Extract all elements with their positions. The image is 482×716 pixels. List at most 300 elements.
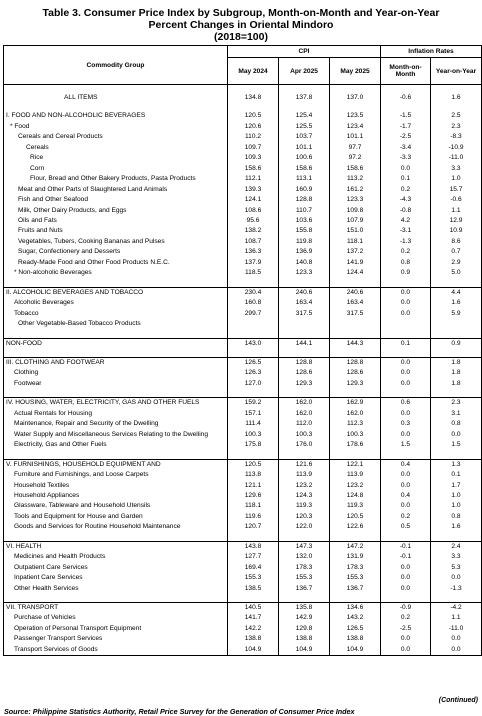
apr-2025-value: 113.1: [279, 174, 330, 184]
year-on-year-value: 0.0: [431, 430, 482, 440]
may-2024-value: 120.6: [228, 122, 279, 132]
month-on-month-value: 0.0: [381, 287, 431, 298]
may-2025-value: 123.4: [330, 122, 381, 132]
continued-note: (Continued): [438, 697, 478, 704]
source-note: Source: Philippine Statistics Authority, Retail Price Survey for the Generation of Consumer Price Index: [4, 707, 355, 716]
may-2024-value: 175.8: [228, 440, 279, 450]
table-row: [4, 132, 482, 142]
commodity-name: Cereals and Cereal Products: [4, 132, 228, 142]
may-2024-value: 160.8: [228, 298, 279, 308]
table-row: [4, 368, 482, 378]
may-2025-value: 128.6: [330, 368, 381, 378]
month-on-month-value: 0.6: [381, 398, 431, 409]
year-on-year-value: 2.3: [431, 122, 482, 132]
year-on-year-value: 1.8: [431, 379, 482, 389]
apr-2025-value: 135.8: [279, 603, 330, 614]
may-2025-value: 161.2: [330, 185, 381, 195]
may-2024-value: 127.7: [228, 552, 279, 562]
may-2024-value: 155.3: [228, 573, 279, 583]
may-2025-value: 123.2: [330, 481, 381, 491]
month-on-month-value: 0.0: [381, 645, 431, 656]
table-row: [4, 206, 482, 216]
spacer-cell: [330, 85, 381, 94]
month-on-month-value: 0.5: [381, 522, 431, 532]
table-row: [4, 512, 482, 522]
apr-2025-value: 155.3: [279, 573, 330, 583]
apr-2025-value: 113.9: [279, 470, 330, 480]
month-on-month-value: 0.0: [381, 357, 431, 368]
commodity-name: Passenger Transport Services: [4, 634, 228, 644]
apr-2025-value: 317.5: [279, 309, 330, 319]
table-row: [4, 563, 482, 573]
may-2024-value: 137.9: [228, 258, 279, 268]
commodity-name: Actual Rentals for Housing: [4, 409, 228, 419]
apr-2025-value: 128.8: [279, 357, 330, 368]
apr-2025-value: 155.8: [279, 226, 330, 236]
spacer-row: [4, 85, 482, 94]
apr-2025-value: 121.6: [279, 459, 330, 470]
apr-2025-value: 144.1: [279, 338, 330, 349]
year-on-year-value: 5.3: [431, 563, 482, 573]
apr-2025-value: 163.4: [279, 298, 330, 308]
month-on-month-value: -4.3: [381, 195, 431, 205]
commodity-name: VI. HEALTH: [4, 541, 228, 552]
year-on-year-value: 0.7: [431, 247, 482, 257]
spacer-row: [4, 594, 482, 603]
apr-2025-value: 103.7: [279, 132, 330, 142]
spacer-cell: [228, 279, 279, 288]
month-on-month-value: 0.2: [381, 613, 431, 623]
spacer-cell: [228, 594, 279, 603]
spacer-cell: [228, 330, 279, 339]
may-2025-value: 100.3: [330, 430, 381, 440]
year-on-year-value: 0.9: [431, 338, 482, 349]
spacer-cell: [330, 451, 381, 460]
may-2025-value: 158.6: [330, 164, 381, 174]
commodity-name: Glassware, Tableware and Household Utensils: [4, 501, 228, 511]
may-2025-value: 131.9: [330, 552, 381, 562]
apr-2025-value: 123.3: [279, 268, 330, 278]
month-on-month-value: 0.4: [381, 491, 431, 501]
may-2024-value: 108.7: [228, 237, 279, 247]
month-on-month-value: -3.4: [381, 143, 431, 153]
may-2025-value: 124.8: [330, 491, 381, 501]
may-2025-value: 136.7: [330, 584, 381, 594]
spacer-cell: [4, 330, 228, 339]
commodity-name: III. CLOTHING AND FOOTWEAR: [4, 357, 228, 368]
may-2025-value: 119.3: [330, 501, 381, 511]
commodity-name: NON-FOOD: [4, 338, 228, 349]
header-month-on-month: Month-on-Month: [381, 58, 431, 85]
commodity-name: Corn: [4, 164, 228, 174]
apr-2025-value: 122.0: [279, 522, 330, 532]
year-on-year-value: 0.1: [431, 470, 482, 480]
apr-2025-value: 101.1: [279, 143, 330, 153]
spacer-row: [4, 330, 482, 339]
may-2024-value: 140.5: [228, 603, 279, 614]
may-2024-value: 109.7: [228, 143, 279, 153]
commodity-name: Medicines and Health Products: [4, 552, 228, 562]
may-2024-value: 169.4: [228, 563, 279, 573]
apr-2025-value: [279, 319, 330, 329]
year-on-year-value: -4.2: [431, 603, 482, 614]
may-2025-value: 162.0: [330, 409, 381, 419]
month-on-month-value: 0.0: [381, 298, 431, 308]
month-on-month-value: 0.4: [381, 459, 431, 470]
month-on-month-value: 0.1: [381, 174, 431, 184]
month-on-month-value: -1.7: [381, 122, 431, 132]
may-2024-value: 159.2: [228, 398, 279, 409]
year-on-year-value: 1.6: [431, 522, 482, 532]
year-on-year-value: 1.3: [431, 459, 482, 470]
table-row: [4, 164, 482, 174]
table-row: [4, 268, 482, 278]
apr-2025-value: 104.9: [279, 645, 330, 656]
commodity-name: Rice: [4, 153, 228, 163]
apr-2025-value: 136.9: [279, 247, 330, 257]
may-2024-value: 142.2: [228, 624, 279, 634]
apr-2025-value: 110.7: [279, 206, 330, 216]
table-row: [4, 584, 482, 594]
may-2024-value: 112.1: [228, 174, 279, 184]
table-row: [4, 122, 482, 132]
table-row: [4, 645, 482, 656]
month-on-month-value: -3.3: [381, 153, 431, 163]
year-on-year-value: 8.6: [431, 237, 482, 247]
year-on-year-value: 1.1: [431, 613, 482, 623]
commodity-name: Operation of Personal Transport Equipment: [4, 624, 228, 634]
may-2025-value: 240.6: [330, 287, 381, 298]
commodity-name: Furniture and Furnishings, and Loose Carpets: [4, 470, 228, 480]
may-2025-value: 317.5: [330, 309, 381, 319]
may-2025-value: 163.4: [330, 298, 381, 308]
commodity-name: Maintenance, Repair and Security of the Dwelling: [4, 419, 228, 429]
year-on-year-value: -11.0: [431, 624, 482, 634]
apr-2025-value: 120.3: [279, 512, 330, 522]
apr-2025-value: 129.8: [279, 624, 330, 634]
may-2025-value: 144.3: [330, 338, 381, 349]
spacer-cell: [431, 103, 482, 111]
month-on-month-value: 0.0: [381, 470, 431, 480]
may-2024-value: 127.0: [228, 379, 279, 389]
table-row: [4, 440, 482, 450]
apr-2025-value: 240.6: [279, 287, 330, 298]
year-on-year-value: -8.3: [431, 132, 482, 142]
may-2024-value: 118.1: [228, 501, 279, 511]
spacer-row: [4, 451, 482, 460]
month-on-month-value: 0.9: [381, 268, 431, 278]
commodity-name: Goods and Services for Routine Household Maintenance: [4, 522, 228, 532]
month-on-month-value: -1.3: [381, 237, 431, 247]
year-on-year-value: 4.4: [431, 287, 482, 298]
month-on-month-value: 0.0: [381, 563, 431, 573]
commodity-name: Milk, Other Dairy Products, and Eggs: [4, 206, 228, 216]
year-on-year-value: 5.9: [431, 309, 482, 319]
table-row: [4, 481, 482, 491]
month-on-month-value: 0.8: [381, 258, 431, 268]
month-on-month-value: -0.8: [381, 206, 431, 216]
spacer-cell: [381, 85, 431, 94]
month-on-month-value: 0.0: [381, 573, 431, 583]
commodity-name: Inpatient Care Services: [4, 573, 228, 583]
year-on-year-value: 1.0: [431, 501, 482, 511]
table-row: [4, 216, 482, 226]
spacer-cell: [4, 533, 228, 542]
may-2025-value: 137.2: [330, 247, 381, 257]
header-commodity-group: Commodity Group: [4, 46, 228, 85]
spacer-cell: [431, 594, 482, 603]
apr-2025-value: 128.6: [279, 368, 330, 378]
may-2024-value: 120.5: [228, 459, 279, 470]
month-on-month-value: 4.2: [381, 216, 431, 226]
apr-2025-value: 136.7: [279, 584, 330, 594]
table-body: [4, 85, 482, 656]
apr-2025-value: 100.3: [279, 430, 330, 440]
spacer-cell: [4, 279, 228, 288]
spacer-cell: [279, 389, 330, 398]
month-on-month-value: -0.9: [381, 603, 431, 614]
commodity-name: Alcoholic Beverages: [4, 298, 228, 308]
spacer-cell: [279, 451, 330, 460]
spacer-cell: [381, 349, 431, 358]
spacer-cell: [279, 330, 330, 339]
table-row: [4, 287, 482, 298]
table-row: [4, 603, 482, 614]
header-inflation-rates: Inflation Rates: [381, 46, 482, 58]
commodity-name: V. FURNISHINGS, HOUSEHOLD EQUIPMENT AND: [4, 459, 228, 470]
may-2024-value: 138.5: [228, 584, 279, 594]
spacer-cell: [330, 330, 381, 339]
year-on-year-value: 1.6: [431, 93, 482, 103]
commodity-name: Other Vegetable-Based Tobacco Products: [4, 319, 228, 329]
may-2025-value: 113.2: [330, 174, 381, 184]
may-2024-value: 108.6: [228, 206, 279, 216]
may-2025-value: 122.6: [330, 522, 381, 532]
commodity-name: Oils and Fats: [4, 216, 228, 226]
commodity-name: Ready-Made Food and Other Food Products N.E.C.: [4, 258, 228, 268]
may-2024-value: 299.7: [228, 309, 279, 319]
apr-2025-value: 160.9: [279, 185, 330, 195]
month-on-month-value: 0.3: [381, 419, 431, 429]
table-row: [4, 379, 482, 389]
table-row: [4, 298, 482, 308]
commodity-name: I. FOOD AND NON-ALCOHOLIC BEVERAGES: [4, 111, 228, 121]
may-2025-value: 178.6: [330, 440, 381, 450]
apr-2025-value: 124.3: [279, 491, 330, 501]
spacer-cell: [381, 389, 431, 398]
spacer-cell: [4, 349, 228, 358]
month-on-month-value: 1.5: [381, 440, 431, 450]
table-row: [4, 319, 482, 329]
spacer-cell: [279, 349, 330, 358]
year-on-year-value: 0.0: [431, 573, 482, 583]
may-2024-value: 121.1: [228, 481, 279, 491]
may-2025-value: 97.7: [330, 143, 381, 153]
may-2025-value: 126.5: [330, 624, 381, 634]
spacer-cell: [228, 103, 279, 111]
may-2025-value: 137.0: [330, 93, 381, 103]
may-2024-value: 124.1: [228, 195, 279, 205]
apr-2025-value: 142.9: [279, 613, 330, 623]
commodity-name: Electricity, Gas and Other Fuels: [4, 440, 228, 450]
table-row: [4, 634, 482, 644]
year-on-year-value: 0.8: [431, 419, 482, 429]
apr-2025-value: 125.4: [279, 111, 330, 121]
table-row: [4, 552, 482, 562]
year-on-year-value: 0.0: [431, 645, 482, 656]
apr-2025-value: 178.3: [279, 563, 330, 573]
may-2025-value: 123.3: [330, 195, 381, 205]
commodity-name: Water Supply and Miscellaneous Services Relating to the Dwelling: [4, 430, 228, 440]
year-on-year-value: 2.3: [431, 398, 482, 409]
year-on-year-value: 2.5: [431, 111, 482, 121]
header-may-2025: May 2025: [330, 58, 381, 85]
may-2024-value: 113.8: [228, 470, 279, 480]
year-on-year-value: 1.8: [431, 357, 482, 368]
table-row: [4, 409, 482, 419]
commodity-name: Household Textiles: [4, 481, 228, 491]
table-title-line3: (2018=100): [213, 31, 268, 43]
may-2025-value: 107.9: [330, 216, 381, 226]
cpi-table: [3, 45, 482, 656]
spacer-row: [4, 349, 482, 358]
year-on-year-value: -0.6: [431, 195, 482, 205]
spacer-cell: [228, 389, 279, 398]
year-on-year-value: 3.3: [431, 164, 482, 174]
spacer-cell: [381, 451, 431, 460]
commodity-name: Tobacco: [4, 309, 228, 319]
month-on-month-value: -3.1: [381, 226, 431, 236]
may-2025-value: 112.3: [330, 419, 381, 429]
apr-2025-value: 125.5: [279, 122, 330, 132]
spacer-cell: [4, 594, 228, 603]
table-row: [4, 501, 482, 511]
may-2024-value: 230.4: [228, 287, 279, 298]
may-2024-value: 110.2: [228, 132, 279, 142]
may-2024-value: 95.6: [228, 216, 279, 226]
apr-2025-value: 103.6: [279, 216, 330, 226]
spacer-row: [4, 533, 482, 542]
apr-2025-value: 129.3: [279, 379, 330, 389]
month-on-month-value: 0.0: [381, 430, 431, 440]
table-row: [4, 174, 482, 184]
may-2024-value: 143.8: [228, 541, 279, 552]
may-2025-value: 138.8: [330, 634, 381, 644]
year-on-year-value: 2.4: [431, 541, 482, 552]
year-on-year-value: 1.5: [431, 440, 482, 450]
table-row: [4, 247, 482, 257]
commodity-name: Transport Services of Goods: [4, 645, 228, 656]
spacer-cell: [381, 103, 431, 111]
may-2024-value: 119.6: [228, 512, 279, 522]
spacer-cell: [228, 451, 279, 460]
table-title-line2: Percent Changes in Oriental Mindoro: [148, 19, 334, 31]
commodity-name: Tools and Equipment for House and Garden: [4, 512, 228, 522]
spacer-cell: [279, 279, 330, 288]
may-2025-value: 178.3: [330, 563, 381, 573]
may-2025-value: 143.2: [330, 613, 381, 623]
spacer-cell: [279, 103, 330, 111]
month-on-month-value: 0.0: [381, 368, 431, 378]
spacer-cell: [431, 349, 482, 358]
may-2025-value: 128.8: [330, 357, 381, 368]
spacer-cell: [279, 85, 330, 94]
spacer-cell: [431, 451, 482, 460]
spacer-cell: [228, 85, 279, 94]
year-on-year-value: 3.1: [431, 409, 482, 419]
apr-2025-value: 112.0: [279, 419, 330, 429]
spacer-cell: [279, 594, 330, 603]
spacer-cell: [228, 533, 279, 542]
may-2024-value: 111.4: [228, 419, 279, 429]
commodity-name: ALL ITEMS: [4, 93, 228, 103]
may-2025-value: 118.1: [330, 237, 381, 247]
commodity-name: Fish and Other Seafood: [4, 195, 228, 205]
spacer-cell: [330, 103, 381, 111]
year-on-year-value: 1.7: [431, 481, 482, 491]
table-row: [4, 309, 482, 319]
commodity-name: Sugar, Confectionery and Desserts: [4, 247, 228, 257]
commodity-name: Meat and Other Parts of Slaughtered Land Animals: [4, 185, 228, 195]
table-row: [4, 258, 482, 268]
table-row: [4, 624, 482, 634]
month-on-month-value: 0.0: [381, 501, 431, 511]
may-2025-value: 155.3: [330, 573, 381, 583]
month-on-month-value: -1.5: [381, 111, 431, 121]
table-row: [4, 470, 482, 480]
spacer-cell: [330, 349, 381, 358]
may-2025-value: 134.6: [330, 603, 381, 614]
table-row: [4, 491, 482, 501]
year-on-year-value: 1.6: [431, 298, 482, 308]
commodity-name: Purchase of Vehicles: [4, 613, 228, 623]
table-row: [4, 143, 482, 153]
apr-2025-value: 147.3: [279, 541, 330, 552]
spacer-cell: [381, 594, 431, 603]
year-on-year-value: 2.9: [431, 258, 482, 268]
may-2025-value: 129.3: [330, 379, 381, 389]
commodity-name: Fruits and Nuts: [4, 226, 228, 236]
may-2024-value: [228, 319, 279, 329]
may-2025-value: 124.4: [330, 268, 381, 278]
table-row: [4, 613, 482, 623]
month-on-month-value: 0.2: [381, 185, 431, 195]
month-on-month-value: 0.0: [381, 309, 431, 319]
spacer-cell: [431, 533, 482, 542]
header-may-2024: May 2024: [228, 58, 279, 85]
year-on-year-value: 1.1: [431, 206, 482, 216]
apr-2025-value: 137.8: [279, 93, 330, 103]
commodity-name: * Non-alcoholic Beverages: [4, 268, 228, 278]
table-title-line1: Table 3. Consumer Price Index by Subgroup, Month-on-Month and Year-on-Year: [42, 7, 440, 19]
year-on-year-value: -11.0: [431, 153, 482, 163]
spacer-cell: [431, 389, 482, 398]
table-row: [4, 195, 482, 205]
table-row: [4, 185, 482, 195]
table-row: [4, 522, 482, 532]
spacer-cell: [381, 533, 431, 542]
may-2025-value: 120.5: [330, 512, 381, 522]
spacer-cell: [4, 451, 228, 460]
commodity-name: Flour, Bread and Other Bakery Products, Pasta Products: [4, 174, 228, 184]
apr-2025-value: 158.6: [279, 164, 330, 174]
may-2025-value: 147.2: [330, 541, 381, 552]
may-2024-value: 129.6: [228, 491, 279, 501]
month-on-month-value: -2.5: [381, 132, 431, 142]
may-2024-value: 139.3: [228, 185, 279, 195]
may-2024-value: 158.6: [228, 164, 279, 174]
spacer-row: [4, 279, 482, 288]
